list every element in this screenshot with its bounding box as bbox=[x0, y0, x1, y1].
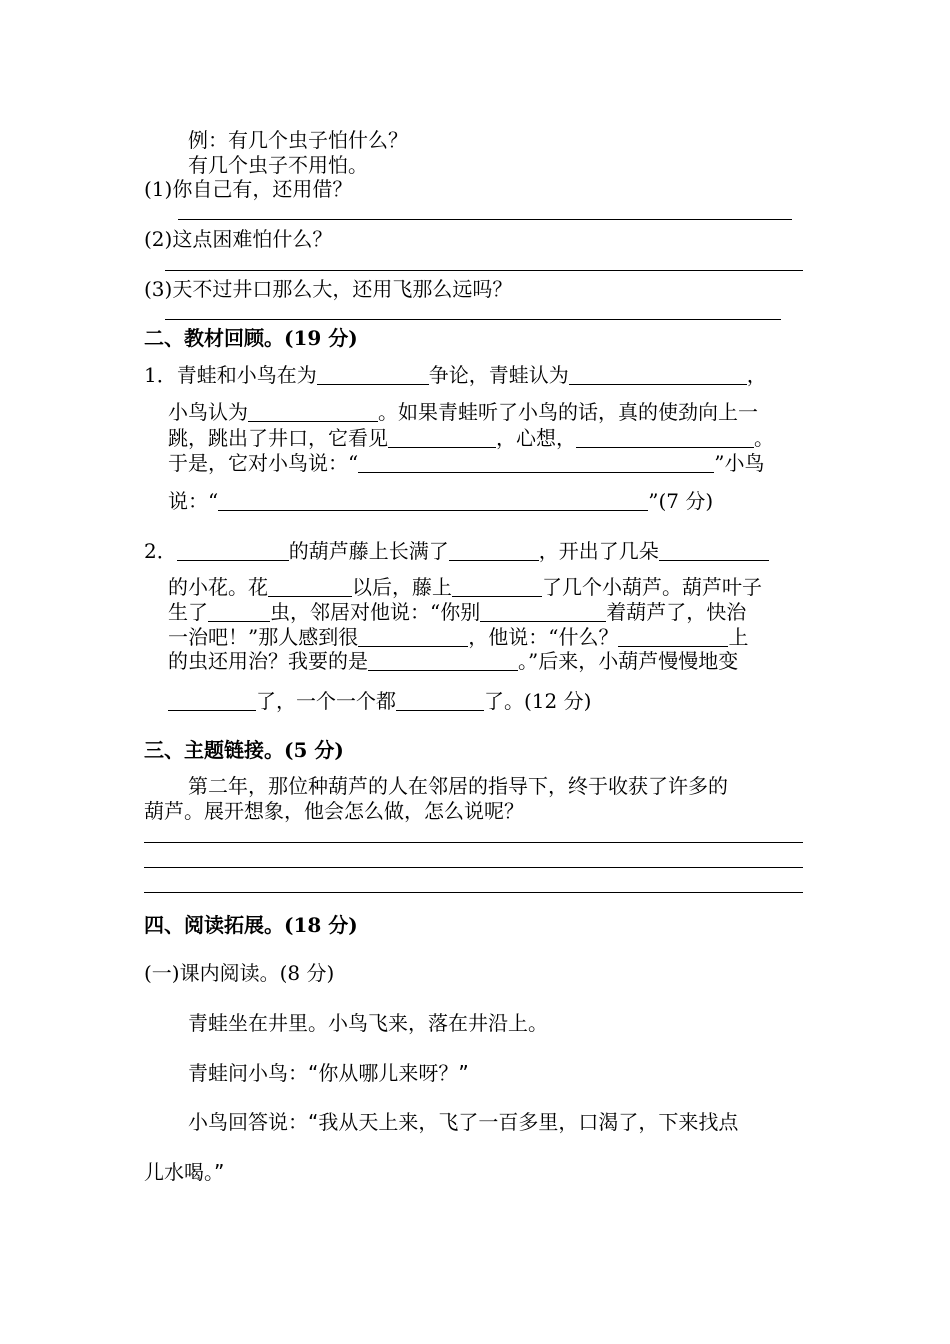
q1-line-1 bbox=[144, 362, 806, 388]
blank[interactable] bbox=[618, 626, 728, 647]
q1-text: 于是，它对小鸟说：“ bbox=[168, 451, 359, 475]
blank[interactable] bbox=[368, 650, 518, 671]
blank[interactable] bbox=[208, 601, 270, 622]
q1-line-3 bbox=[168, 425, 806, 451]
blank[interactable] bbox=[480, 601, 606, 622]
answer-line-3[interactable] bbox=[165, 319, 781, 320]
blank[interactable] bbox=[452, 576, 542, 597]
section4-heading: 四、阅读拓展。(18 分) bbox=[144, 913, 358, 937]
q2-text: 的小花。花 bbox=[168, 575, 268, 599]
q1-text: ”小鸟 bbox=[714, 451, 765, 475]
answer-line-1[interactable] bbox=[178, 219, 792, 220]
q1-text: 。 bbox=[754, 426, 774, 450]
reading-line-1: 青蛙坐在井里。小鸟飞来，落在井沿上。 bbox=[188, 1011, 548, 1035]
item-3: (3)天不过井口那么大，还用飞那么远吗？ bbox=[144, 277, 513, 301]
q2-text: 的葫芦藤上长满了 bbox=[288, 539, 449, 563]
blank[interactable] bbox=[388, 427, 496, 448]
q2-text: 。”后来，小葫芦慢慢地变 bbox=[518, 649, 739, 673]
q2-line-6 bbox=[168, 688, 806, 714]
q1-text: ”(7 分) bbox=[648, 489, 714, 513]
q2-line-3 bbox=[168, 599, 806, 625]
section3-paragraph-2: 葫芦。展开想象，他会怎么做，怎么说呢？ bbox=[144, 799, 524, 823]
blank[interactable] bbox=[317, 364, 429, 385]
blank[interactable] bbox=[177, 540, 289, 561]
blank[interactable] bbox=[248, 401, 378, 422]
blank[interactable] bbox=[168, 690, 256, 711]
item-2: (2)这点困难怕什么？ bbox=[144, 227, 333, 251]
q2-text: 生了 bbox=[168, 600, 208, 624]
q1-line-2 bbox=[168, 399, 806, 425]
answer-line-5[interactable] bbox=[144, 867, 803, 868]
blank[interactable] bbox=[268, 576, 352, 597]
q2-text: 着葫芦了，快治 bbox=[606, 600, 747, 624]
blank[interactable] bbox=[218, 490, 648, 511]
q1-text: 小鸟认为 bbox=[168, 400, 248, 424]
reading-line-2: 青蛙问小鸟：“你从哪儿来呀？” bbox=[188, 1061, 469, 1085]
q2-text: ，开出了几朵 bbox=[538, 539, 659, 563]
section4-subheading: (一)课内阅读。(8 分) bbox=[144, 961, 335, 985]
q2-line-1 bbox=[144, 538, 806, 564]
example-answer: 有几个虫子不用怕。 bbox=[188, 153, 368, 177]
q1-text: 。如果青蛙听了小鸟的话，真的使劲向上一 bbox=[378, 400, 758, 424]
blank[interactable] bbox=[576, 427, 754, 448]
q2-text: 了。(12 分) bbox=[484, 689, 592, 713]
q2-line-2 bbox=[168, 574, 806, 600]
q2-text: 2． bbox=[144, 539, 177, 563]
q1-text: 跳，跳出了井口，它看见 bbox=[168, 426, 388, 450]
q1-text: 说：“ bbox=[168, 489, 219, 513]
section2-heading: 二、教材回顾。(19 分) bbox=[144, 326, 358, 350]
q1-text: ，心想， bbox=[496, 426, 576, 450]
q2-line-5 bbox=[168, 648, 806, 674]
section3-heading: 三、主题链接。(5 分) bbox=[144, 738, 344, 762]
q2-text: 一治吧！”那人感到很 bbox=[168, 625, 359, 649]
blank[interactable] bbox=[358, 626, 468, 647]
q1-text: 1．青蛙和小鸟在为 bbox=[144, 363, 317, 387]
blank[interactable] bbox=[396, 690, 484, 711]
example-question: 例：有几个虫子怕什么？ bbox=[188, 128, 408, 152]
item-1: (1)你自己有，还用借？ bbox=[144, 177, 353, 201]
reading-line-3: 小鸟回答说：“我从天上来，飞了一百多里，口渴了，下来找点 bbox=[188, 1110, 739, 1134]
q1-line-4 bbox=[168, 450, 806, 476]
answer-line-6[interactable] bbox=[144, 892, 803, 893]
blank[interactable] bbox=[358, 452, 714, 473]
q2-line-4 bbox=[168, 624, 806, 650]
q1-text: 争论，青蛙认为 bbox=[428, 363, 569, 387]
q1-text: ， bbox=[746, 363, 767, 387]
answer-line-2[interactable] bbox=[165, 270, 803, 271]
q2-text: 了，一个一个都 bbox=[256, 689, 396, 713]
q2-text: ，他说：“什么？ bbox=[468, 625, 619, 649]
q1-line-5 bbox=[168, 488, 806, 514]
reading-line-4: 儿水喝。” bbox=[144, 1160, 225, 1184]
section3-paragraph-1: 第二年，那位种葫芦的人在邻居的指导下，终于收获了许多的 bbox=[188, 774, 728, 798]
q2-text: 以后，藤上 bbox=[352, 575, 452, 599]
blank[interactable] bbox=[449, 540, 539, 561]
q2-text: 了几个小葫芦。葫芦叶子 bbox=[542, 575, 762, 599]
answer-line-4[interactable] bbox=[144, 842, 803, 843]
q2-text: 上 bbox=[728, 625, 749, 649]
blank[interactable] bbox=[659, 540, 769, 561]
blank[interactable] bbox=[569, 364, 747, 385]
q2-text: 虫，邻居对他说：“你别 bbox=[270, 600, 481, 624]
q2-text: 的虫还用治？我要的是 bbox=[168, 649, 368, 673]
